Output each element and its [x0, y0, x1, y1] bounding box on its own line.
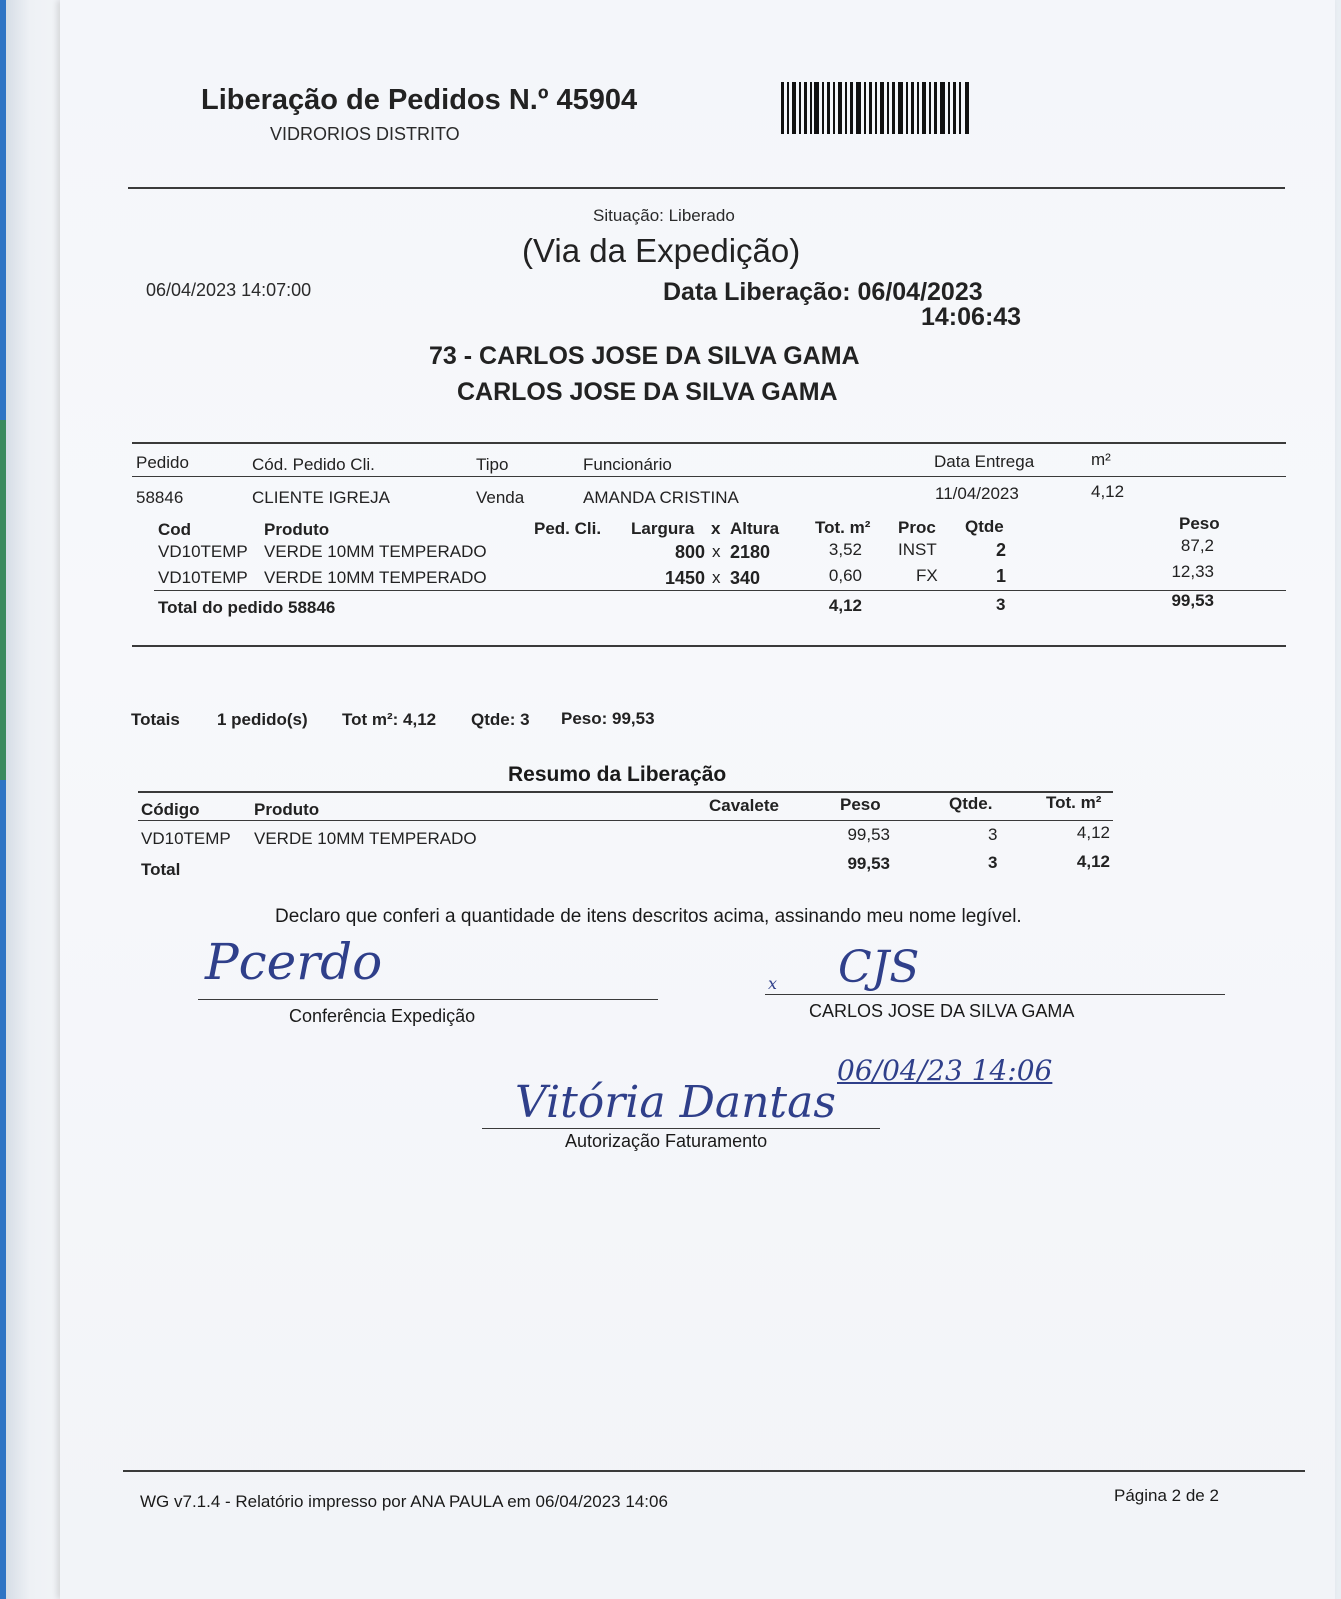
summary-total-tot-m2: 4,12: [1076, 852, 1110, 871]
item-2-largura: 1450: [664, 568, 705, 588]
col-tipo: Tipo: [476, 455, 509, 474]
client-line-2: CARLOS JOSE DA SILVA GAMA: [457, 378, 838, 406]
totals-tot-m2: Tot m²: 4,12: [342, 710, 437, 729]
client-signature: CJS: [838, 942, 920, 993]
header-divider: [128, 187, 1285, 189]
autorizacao-signature: Vitória Dantas: [515, 1077, 836, 1128]
document-title: Liberação de Pedidos N.º 45904: [201, 84, 638, 116]
item-2-qtde: 1: [996, 566, 1007, 586]
totals-peso: Peso: 99,53: [561, 709, 655, 728]
item-2-tot-m2: 0,60: [828, 566, 862, 585]
item-1-proc: INST: [898, 540, 937, 559]
order-table-top-rule: [132, 442, 1286, 444]
order-funcionario: AMANDA CRISTINA: [583, 488, 739, 507]
summary-col-qtde: Qtde.: [949, 794, 993, 813]
totals-label: Totais: [131, 710, 180, 729]
company-name: VIDRORIOS DISTRITO: [270, 124, 460, 144]
order-total-tot-m2: 4,12: [828, 596, 862, 615]
col-pedido: Pedido: [136, 453, 189, 472]
order-tipo: Venda: [476, 488, 525, 507]
order-total-peso: 99,53: [1171, 591, 1214, 610]
summary-header-rule: [138, 820, 1113, 821]
via-label: (Via da Expedição): [522, 232, 801, 269]
summary-row-tot-m2: 4,12: [1076, 823, 1110, 842]
summary-row-qtde: 3: [988, 825, 998, 844]
items-col-cod: Cod: [158, 520, 192, 539]
item-2-peso: 12,33: [1171, 562, 1214, 581]
items-col-tot-m2: Tot. m²: [815, 518, 871, 537]
footer-rule: [123, 1470, 1305, 1472]
conferencia-label: Conferência Expedição: [289, 1006, 476, 1026]
col-cod-pedido-cli: Cód. Pedido Cli.: [252, 455, 375, 474]
item-1-altura: 2180: [730, 542, 771, 562]
client-signature-label: CARLOS JOSE DA SILVA GAMA: [809, 1001, 1075, 1021]
summary-col-tot-m2: Tot. m²: [1046, 793, 1102, 812]
totals-pedidos: 1 pedido(s): [217, 710, 308, 729]
item-1-cod: VD10TEMP: [158, 542, 248, 561]
summary-col-codigo: Código: [141, 800, 200, 819]
footer-page-number: Página 2 de 2: [1114, 1486, 1219, 1505]
item-2-cod: VD10TEMP: [158, 568, 248, 587]
order-cod-cli: CLIENTE IGREJA: [252, 488, 390, 507]
order-header-rule: [132, 476, 1286, 477]
summary-col-cavalete: Cavalete: [709, 796, 779, 815]
summary-title: Resumo da Liberação: [508, 763, 727, 786]
summary-col-produto: Produto: [254, 800, 320, 819]
summary-top-rule: [138, 791, 1113, 793]
items-col-largura: Largura: [631, 519, 695, 538]
items-col-produto: Produto: [264, 520, 330, 539]
barcode: [781, 82, 972, 134]
col-funcionario: Funcionário: [583, 455, 672, 474]
client-signature-line: [765, 994, 1225, 995]
items-col-x: x: [711, 519, 721, 538]
footer-print-info: WG v7.1.4 - Relatório impresso por ANA PAULA em 06/04/2023 14:06: [140, 1492, 668, 1511]
items-col-peso: Peso: [1179, 514, 1220, 533]
items-col-qtde: Qtde: [965, 517, 1004, 536]
item-1-tot-m2: 3,52: [828, 540, 862, 559]
item-1-largura: 800: [674, 542, 705, 562]
declaration-text: Declaro que conferi a quantidade de itens descritos acima, assinando meu nome legível.: [275, 906, 1022, 927]
item-2-proc: FX: [916, 566, 938, 585]
items-col-proc: Proc: [898, 518, 936, 537]
items-col-ped-cli: Ped. Cli.: [534, 519, 602, 538]
autorizacao-label: Autorização Faturamento: [565, 1131, 768, 1151]
items-total-rule: [154, 590, 1286, 591]
col-m2: m²: [1091, 450, 1111, 469]
order-table-bottom-rule: [132, 645, 1286, 647]
page-edge-band: [0, 420, 6, 780]
order-total-label: Total do pedido 58846: [158, 598, 336, 617]
item-2-produto: VERDE 10MM TEMPERADO: [264, 568, 487, 587]
item-1-peso: 87,2: [1180, 536, 1214, 555]
item-1-qtde: 2: [996, 540, 1007, 560]
client-line-1: 73 - CARLOS JOSE DA SILVA GAMA: [429, 342, 860, 370]
conferencia-signature-line: [198, 999, 658, 1000]
summary-total-peso: 99,53: [847, 854, 890, 873]
summary-row-produto: VERDE 10MM TEMPERADO: [254, 829, 477, 848]
handwritten-datetime: 06/04/23 14:06: [837, 1054, 1053, 1087]
item-2-x: x: [712, 568, 721, 587]
summary-total-label: Total: [141, 860, 181, 879]
totals-qtde: Qtde: 3: [471, 710, 530, 729]
order-pedido: 58846: [136, 488, 184, 507]
items-col-altura: Altura: [730, 519, 780, 538]
item-1-produto: VERDE 10MM TEMPERADO: [264, 542, 487, 561]
client-sign-mark: x: [768, 974, 778, 993]
release-date: Data Liberação: 06/04/2023: [663, 278, 983, 306]
item-2-altura: 340: [730, 568, 761, 588]
order-data-entrega: 11/04/2023: [935, 484, 1019, 503]
summary-col-peso: Peso: [840, 795, 881, 814]
print-datetime: 06/04/2023 14:07:00: [146, 280, 312, 300]
autorizacao-signature-line: [482, 1128, 880, 1129]
order-total-qtde: 3: [996, 595, 1006, 614]
release-time: 14:06:43: [921, 303, 1022, 331]
col-data-entrega: Data Entrega: [934, 452, 1035, 471]
summary-row-peso: 99,53: [847, 825, 890, 844]
summary-row-codigo: VD10TEMP: [141, 829, 231, 848]
document-sheet: [60, 0, 1335, 1599]
status-text: Situação: Liberado: [593, 206, 735, 225]
summary-total-qtde: 3: [988, 853, 998, 872]
item-1-x: x: [712, 542, 721, 561]
conferencia-signature: Pcerdo: [205, 933, 383, 991]
order-m2: 4,12: [1091, 482, 1125, 501]
